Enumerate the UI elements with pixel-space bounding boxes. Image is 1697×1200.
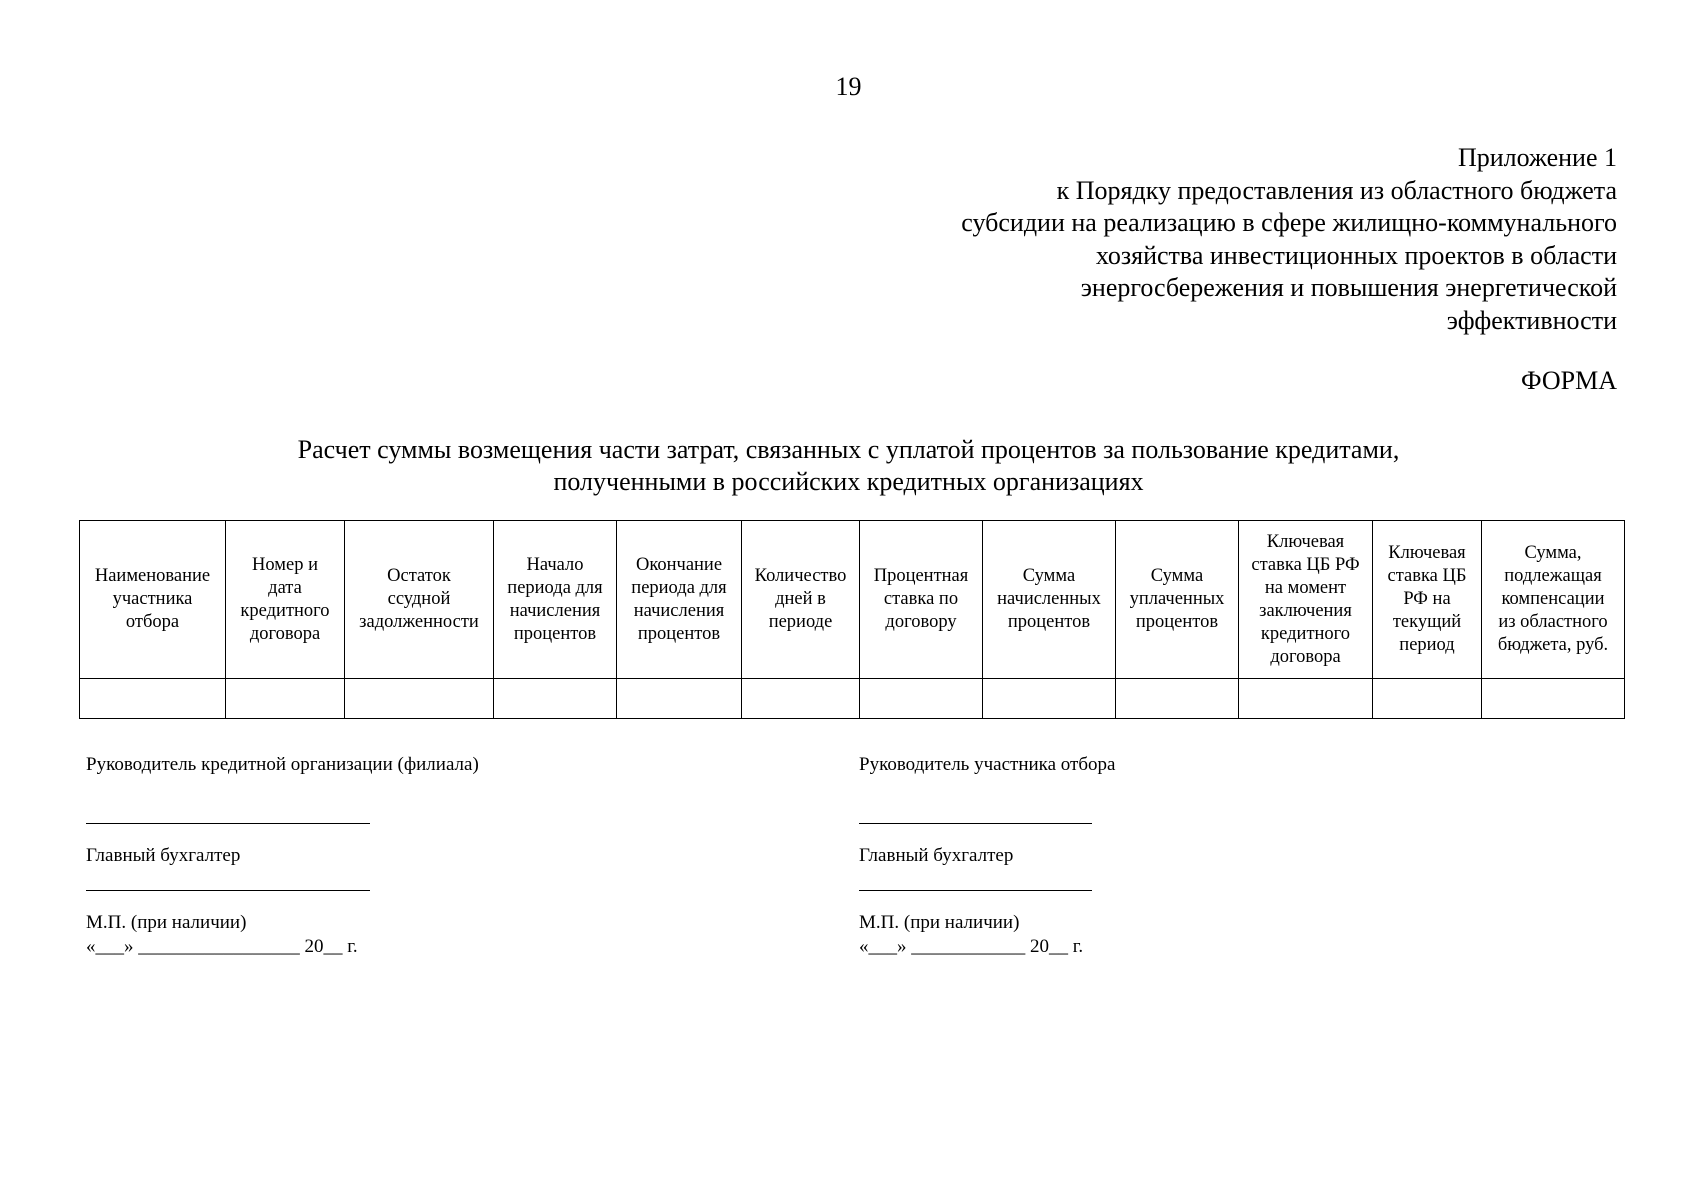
column-header-line: участника <box>112 589 193 609</box>
column-header-line: Сумма <box>1150 566 1204 586</box>
column-header-line: на момент <box>1264 577 1347 598</box>
column-header-line: договора <box>249 623 321 644</box>
column-header <box>1239 521 1373 679</box>
credit-org-accountant-signature-line[interactable] <box>86 890 370 891</box>
column-header <box>494 521 617 679</box>
column-header-line: РФ на <box>1403 589 1451 609</box>
table-cell[interactable] <box>983 679 1116 719</box>
column-header <box>617 521 742 679</box>
credit-org-accountant-label: Главный бухгалтер <box>86 845 241 866</box>
column-header-line: отбора <box>125 612 180 632</box>
column-header <box>1373 521 1482 679</box>
participant-accountant-label: Главный бухгалтер <box>859 845 1014 866</box>
table-row <box>80 679 1625 719</box>
page-number: 19 <box>835 72 862 101</box>
column-header-line: Количество <box>754 566 847 586</box>
column-header-line: процентов <box>637 623 721 644</box>
appendix-line: Приложение 1 <box>1457 143 1617 172</box>
column-header-line: начисления <box>509 600 601 621</box>
column-header-line: Сумма, <box>1524 543 1582 563</box>
column-header-line: ставка ЦБ РФ <box>1251 554 1360 575</box>
column-header-line: Ключевая <box>1266 531 1345 552</box>
column-header <box>742 521 860 679</box>
appendix-line: к Порядку предоставления из областного бюджета <box>1056 175 1617 205</box>
participant-date-line: «___» ____________ 20__ г. <box>859 936 1084 957</box>
column-header <box>1116 521 1239 679</box>
table-cell[interactable] <box>860 679 983 719</box>
column-header-line: Сумма <box>1022 566 1076 586</box>
column-header <box>345 521 494 679</box>
column-header-line: ссудной <box>387 589 451 609</box>
column-header-line: кредитного <box>1260 623 1351 644</box>
column-header-line: начисления <box>633 600 725 621</box>
table-cell[interactable] <box>494 679 617 719</box>
appendix-header <box>717 142 1617 337</box>
column-header-line: подлежащая <box>1504 566 1602 586</box>
column-header-line: договору <box>885 612 957 632</box>
credit-org-date-line: «___» _________________ 20__ г. <box>86 936 358 957</box>
table-cell[interactable] <box>617 679 742 719</box>
column-header-line: дней в <box>775 589 826 609</box>
column-header-line: дата <box>268 577 302 598</box>
credit-org-stamp-label: М.П. (при наличии) <box>86 912 247 933</box>
column-header-line: периода для <box>631 577 727 598</box>
column-header-line: начисленных <box>997 589 1101 609</box>
column-header-line: периоде <box>768 612 833 632</box>
appendix-line: эффективности <box>1446 305 1617 335</box>
participant-accountant-signature-line[interactable] <box>859 890 1092 891</box>
column-header-line: процентов <box>1135 612 1219 632</box>
table-cell[interactable] <box>345 679 494 719</box>
column-header-line: бюджета, руб. <box>1497 635 1609 655</box>
column-header <box>80 521 226 679</box>
column-header-line: ставка по <box>883 589 959 609</box>
column-header <box>860 521 983 679</box>
column-header-line: процентов <box>513 623 597 644</box>
credit-org-head-signature-line[interactable] <box>86 823 370 824</box>
column-header-line: договора <box>1270 646 1341 667</box>
participant-stamp-label: М.П. (при наличии) <box>859 912 1020 933</box>
calculation-table <box>79 520 1625 719</box>
table-cell[interactable] <box>1116 679 1239 719</box>
column-header-line: компенсации <box>1501 589 1605 609</box>
column-header-line: Наименование <box>94 566 211 586</box>
column-header-line: заключения <box>1259 600 1352 621</box>
column-header-line: Номер и <box>252 554 318 575</box>
table-cell[interactable] <box>1373 679 1482 719</box>
participant-head-label: Руководитель участника отбора <box>859 754 1116 775</box>
title-line: Расчет суммы возмещения части затрат, связанных с уплатой процентов за пользование кредитами, <box>297 435 1400 464</box>
appendix-line: хозяйства инвестиционных проектов в области <box>1095 240 1617 270</box>
credit-org-head-label: Руководитель кредитной организации (филиала) <box>86 754 479 775</box>
appendix-line: субсидии на реализацию в сфере жилищно-коммунального <box>961 208 1617 237</box>
table-cell[interactable] <box>226 679 345 719</box>
column-header-line: Процентная <box>873 566 969 586</box>
column-header-line: из областного <box>1498 612 1608 632</box>
column-header-line: кредитного <box>240 600 330 621</box>
table-header-row <box>80 521 1625 679</box>
column-header-line: задолженности <box>359 612 479 632</box>
table-cell[interactable] <box>1239 679 1373 719</box>
column-header-line: Начало <box>526 554 584 575</box>
column-header-line: Остаток <box>387 566 451 586</box>
column-header-line: Ключевая <box>1388 543 1466 563</box>
document-title <box>0 434 1697 498</box>
table-cell[interactable] <box>1482 679 1625 719</box>
column-header-line: процентов <box>1007 612 1091 632</box>
column-header-line: текущий <box>1392 612 1462 632</box>
table-cell[interactable] <box>742 679 860 719</box>
column-header <box>983 521 1116 679</box>
column-header <box>1482 521 1625 679</box>
column-header-line: Окончание <box>635 554 723 575</box>
column-header-line: уплаченных <box>1129 589 1225 609</box>
column-header <box>226 521 345 679</box>
participant-head-signature-line[interactable] <box>859 823 1092 824</box>
appendix-line: энергосбережения и повышения энергетической <box>1080 273 1617 302</box>
column-header-line: периода для <box>507 577 603 598</box>
column-header-line: ставка ЦБ <box>1387 566 1467 586</box>
form-label: ФОРМА <box>1521 366 1617 395</box>
table-cell[interactable] <box>80 679 226 719</box>
title-line: полученными в российских кредитных организациях <box>553 467 1144 496</box>
column-header-line: период <box>1399 635 1455 655</box>
